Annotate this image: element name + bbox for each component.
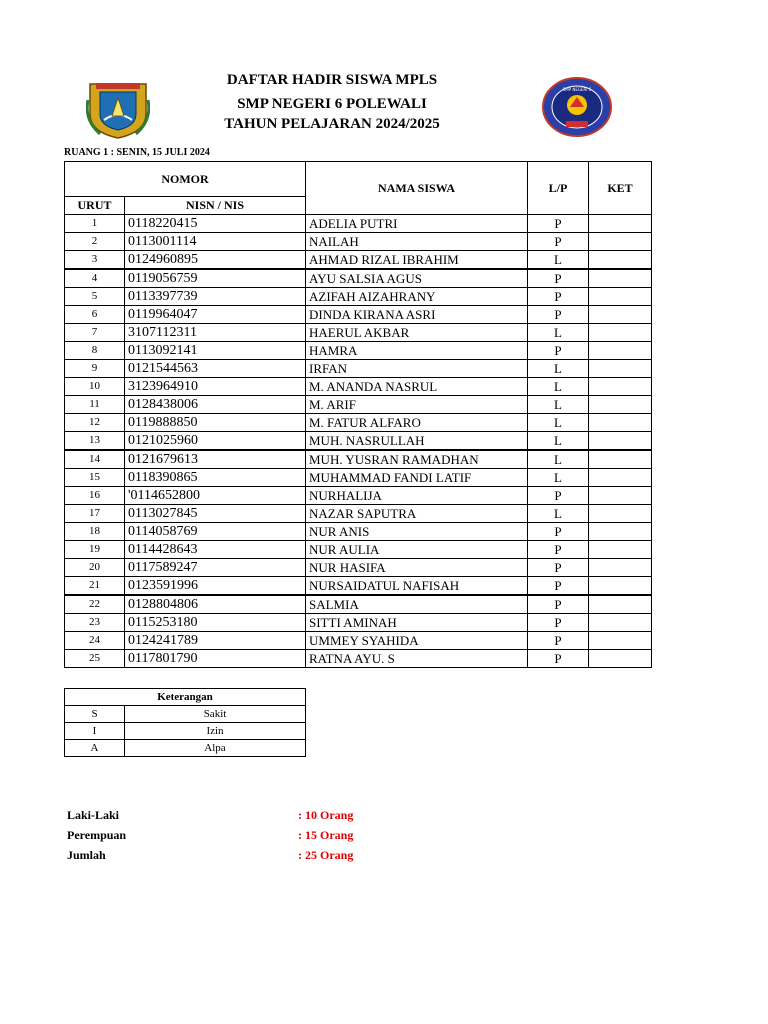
- row-urut: 3: [65, 251, 125, 270]
- row-nisn: 0123591996: [125, 577, 306, 596]
- male-value: : 10 Orang: [298, 808, 354, 822]
- row-nisn: 0121679613: [125, 450, 306, 469]
- table-row: [65, 632, 652, 650]
- table-row: [65, 487, 652, 505]
- row-nisn: 0114058769: [125, 523, 306, 541]
- row-nisn: 0118220415: [125, 215, 306, 233]
- row-lp: P: [528, 306, 589, 324]
- row-urut: 20: [65, 559, 125, 577]
- row-ket: [589, 324, 652, 342]
- row-nisn: 0118390865: [125, 469, 306, 487]
- row-nisn: 0115253180: [125, 614, 306, 632]
- table-row: [65, 233, 652, 251]
- row-nama: NUR ANIS: [306, 523, 528, 541]
- row-nama: MUH. YUSRAN RAMADHAN: [306, 450, 528, 469]
- table-header-row: [65, 162, 652, 197]
- row-nama: SALMIA: [306, 595, 528, 614]
- row-lp: L: [528, 432, 589, 451]
- row-lp: L: [528, 324, 589, 342]
- row-lp: P: [528, 342, 589, 360]
- row-nama: RATNA AYU. S: [306, 650, 528, 668]
- legend-title: Keterangan: [65, 689, 306, 706]
- row-urut: 7: [65, 324, 125, 342]
- summary-row-total: [67, 848, 387, 868]
- legend-row: [65, 706, 306, 723]
- document-title: DAFTAR HADIR SISWA MPLS: [226, 72, 438, 88]
- legend-row: [65, 723, 306, 740]
- row-ket: [589, 505, 652, 523]
- row-nisn: 0113397739: [125, 288, 306, 306]
- header-nomor: NOMOR: [65, 162, 306, 197]
- row-nisn: 3107112311: [125, 324, 306, 342]
- row-lp: L: [528, 396, 589, 414]
- table-row: [65, 595, 652, 614]
- row-lp: L: [528, 251, 589, 270]
- row-urut: 19: [65, 541, 125, 559]
- legend-label: Izin: [125, 723, 306, 740]
- header-ket: KET: [589, 162, 652, 215]
- row-nama: SITTI AMINAH: [306, 614, 528, 632]
- row-lp: L: [528, 414, 589, 432]
- row-nisn: 0121544563: [125, 360, 306, 378]
- table-row: [65, 450, 652, 469]
- row-nisn: 0114428643: [125, 541, 306, 559]
- row-nama: MUHAMMAD FANDI LATIF: [306, 469, 528, 487]
- row-nama: NAILAH: [306, 233, 528, 251]
- school-name: SMP NEGERI 6 POLEWALI: [237, 96, 427, 112]
- row-urut: 2: [65, 233, 125, 251]
- row-ket: [589, 469, 652, 487]
- table-row: [65, 650, 652, 668]
- row-lp: P: [528, 541, 589, 559]
- total-label: Jumlah: [67, 848, 106, 862]
- row-nama: IRFAN: [306, 360, 528, 378]
- row-ket: [589, 396, 652, 414]
- row-urut: 16: [65, 487, 125, 505]
- row-ket: [589, 233, 652, 251]
- row-lp: P: [528, 288, 589, 306]
- row-ket: [589, 414, 652, 432]
- row-lp: P: [528, 215, 589, 233]
- row-ket: [589, 288, 652, 306]
- row-ket: [589, 306, 652, 324]
- row-urut: 11: [65, 396, 125, 414]
- table-row: [65, 396, 652, 414]
- row-nama: NUR HASIFA: [306, 559, 528, 577]
- row-nisn: 0113092141: [125, 342, 306, 360]
- table-row: [65, 324, 652, 342]
- table-row: [65, 306, 652, 324]
- row-ket: [589, 432, 652, 451]
- table-row: [65, 360, 652, 378]
- row-urut: 12: [65, 414, 125, 432]
- legend-table: [64, 688, 306, 757]
- row-urut: 6: [65, 306, 125, 324]
- table-row: [65, 469, 652, 487]
- legend-code: A: [65, 740, 125, 757]
- row-urut: 14: [65, 450, 125, 469]
- row-lp: L: [528, 505, 589, 523]
- row-urut: 24: [65, 632, 125, 650]
- table-row: [65, 378, 652, 396]
- row-nama: M. FATUR ALFARO: [306, 414, 528, 432]
- row-lp: P: [528, 269, 589, 288]
- row-urut: 5: [65, 288, 125, 306]
- row-nama: NAZAR SAPUTRA: [306, 505, 528, 523]
- row-lp: P: [528, 487, 589, 505]
- row-nama: M. ARIF: [306, 396, 528, 414]
- row-nisn: 0117801790: [125, 650, 306, 668]
- legend-code: I: [65, 723, 125, 740]
- row-nisn: 0117589247: [125, 559, 306, 577]
- table-row: [65, 559, 652, 577]
- row-nisn: 0119056759: [125, 269, 306, 288]
- row-nisn: 0121025960: [125, 432, 306, 451]
- table-row: [65, 414, 652, 432]
- row-nisn: 0124241789: [125, 632, 306, 650]
- row-ket: [589, 487, 652, 505]
- header-nama: NAMA SISWA: [306, 162, 528, 215]
- room-info: RUANG 1 : SENIN, 15 JULI 2024: [64, 147, 210, 158]
- table-row: [65, 577, 652, 596]
- female-label: Perempuan: [67, 828, 127, 842]
- row-nisn: 0128804806: [125, 595, 306, 614]
- row-urut: 10: [65, 378, 125, 396]
- row-urut: 9: [65, 360, 125, 378]
- row-nisn: 0119888850: [125, 414, 306, 432]
- row-nisn: '0114652800: [125, 487, 306, 505]
- row-nama: AHMAD RIZAL IBRAHIM: [306, 251, 528, 270]
- row-nama: HAMRA: [306, 342, 528, 360]
- female-value: : 15 Orang: [298, 828, 354, 842]
- row-ket: [589, 450, 652, 469]
- row-lp: P: [528, 233, 589, 251]
- row-nama: MUH. NASRULLAH: [306, 432, 528, 451]
- row-urut: 23: [65, 614, 125, 632]
- legend-row: [65, 740, 306, 757]
- row-nisn: 0128438006: [125, 396, 306, 414]
- total-value: : 25 Orang: [298, 848, 354, 862]
- row-urut: 22: [65, 595, 125, 614]
- table-row: [65, 342, 652, 360]
- table-row: [65, 251, 652, 270]
- row-ket: [589, 378, 652, 396]
- row-lp: P: [528, 559, 589, 577]
- row-lp: P: [528, 577, 589, 596]
- row-nama: M. ANANDA NASRUL: [306, 378, 528, 396]
- row-urut: 21: [65, 577, 125, 596]
- row-urut: 18: [65, 523, 125, 541]
- row-ket: [589, 577, 652, 596]
- row-urut: 8: [65, 342, 125, 360]
- row-ket: [589, 523, 652, 541]
- row-nama: ADELIA PUTRI: [306, 215, 528, 233]
- row-lp: L: [528, 360, 589, 378]
- row-nisn: 0124960895: [125, 251, 306, 270]
- academic-year: TAHUN PELAJARAN 2024/2025: [224, 116, 440, 132]
- row-nisn: 0119964047: [125, 306, 306, 324]
- row-lp: L: [528, 450, 589, 469]
- row-urut: 4: [65, 269, 125, 288]
- legend-label: Alpa: [125, 740, 306, 757]
- row-nama: UMMEY SYAHIDA: [306, 632, 528, 650]
- table-row: [65, 215, 652, 233]
- row-urut: 17: [65, 505, 125, 523]
- row-nisn: 3123964910: [125, 378, 306, 396]
- row-nama: AZIFAH AIZAHRANY: [306, 288, 528, 306]
- row-lp: P: [528, 632, 589, 650]
- row-ket: [589, 559, 652, 577]
- row-ket: [589, 541, 652, 559]
- row-urut: 1: [65, 215, 125, 233]
- table-row: [65, 523, 652, 541]
- table-row: [65, 505, 652, 523]
- row-ket: [589, 632, 652, 650]
- row-urut: 15: [65, 469, 125, 487]
- row-ket: [589, 269, 652, 288]
- header-nisn: NISN / NIS: [125, 197, 306, 215]
- row-nama: NUR AULIA: [306, 541, 528, 559]
- row-lp: L: [528, 378, 589, 396]
- table-row: [65, 541, 652, 559]
- row-ket: [589, 360, 652, 378]
- table-row: [65, 432, 652, 451]
- male-label: Laki-Laki: [67, 808, 120, 822]
- row-ket: [589, 614, 652, 632]
- summary-row-male: [67, 808, 387, 828]
- row-ket: [589, 595, 652, 614]
- row-ket: [589, 251, 652, 270]
- row-lp: P: [528, 523, 589, 541]
- row-nama: NURHALIJA: [306, 487, 528, 505]
- row-urut: 25: [65, 650, 125, 668]
- row-lp: P: [528, 595, 589, 614]
- summary-row-female: [67, 828, 387, 848]
- summary-block: [67, 808, 387, 868]
- row-nama: AYU SALSIA AGUS: [306, 269, 528, 288]
- row-lp: P: [528, 650, 589, 668]
- header-urut: URUT: [65, 197, 125, 215]
- row-nisn: 0113027845: [125, 505, 306, 523]
- row-ket: [589, 342, 652, 360]
- row-nama: NURSAIDATUL NAFISAH: [306, 577, 528, 596]
- attendance-table: [64, 161, 652, 668]
- row-nisn: 0113001114: [125, 233, 306, 251]
- row-ket: [589, 650, 652, 668]
- table-row: [65, 288, 652, 306]
- header-lp: L/P: [528, 162, 589, 215]
- legend-code: S: [65, 706, 125, 723]
- row-lp: P: [528, 614, 589, 632]
- row-ket: [589, 215, 652, 233]
- row-nama: DINDA KIRANA ASRI: [306, 306, 528, 324]
- row-nama: HAERUL AKBAR: [306, 324, 528, 342]
- row-urut: 13: [65, 432, 125, 451]
- table-row: [65, 614, 652, 632]
- legend-label: Sakit: [125, 706, 306, 723]
- row-lp: L: [528, 469, 589, 487]
- table-row: [65, 269, 652, 288]
- svg-text:SMP NEGERI 6: SMP NEGERI 6: [562, 87, 592, 92]
